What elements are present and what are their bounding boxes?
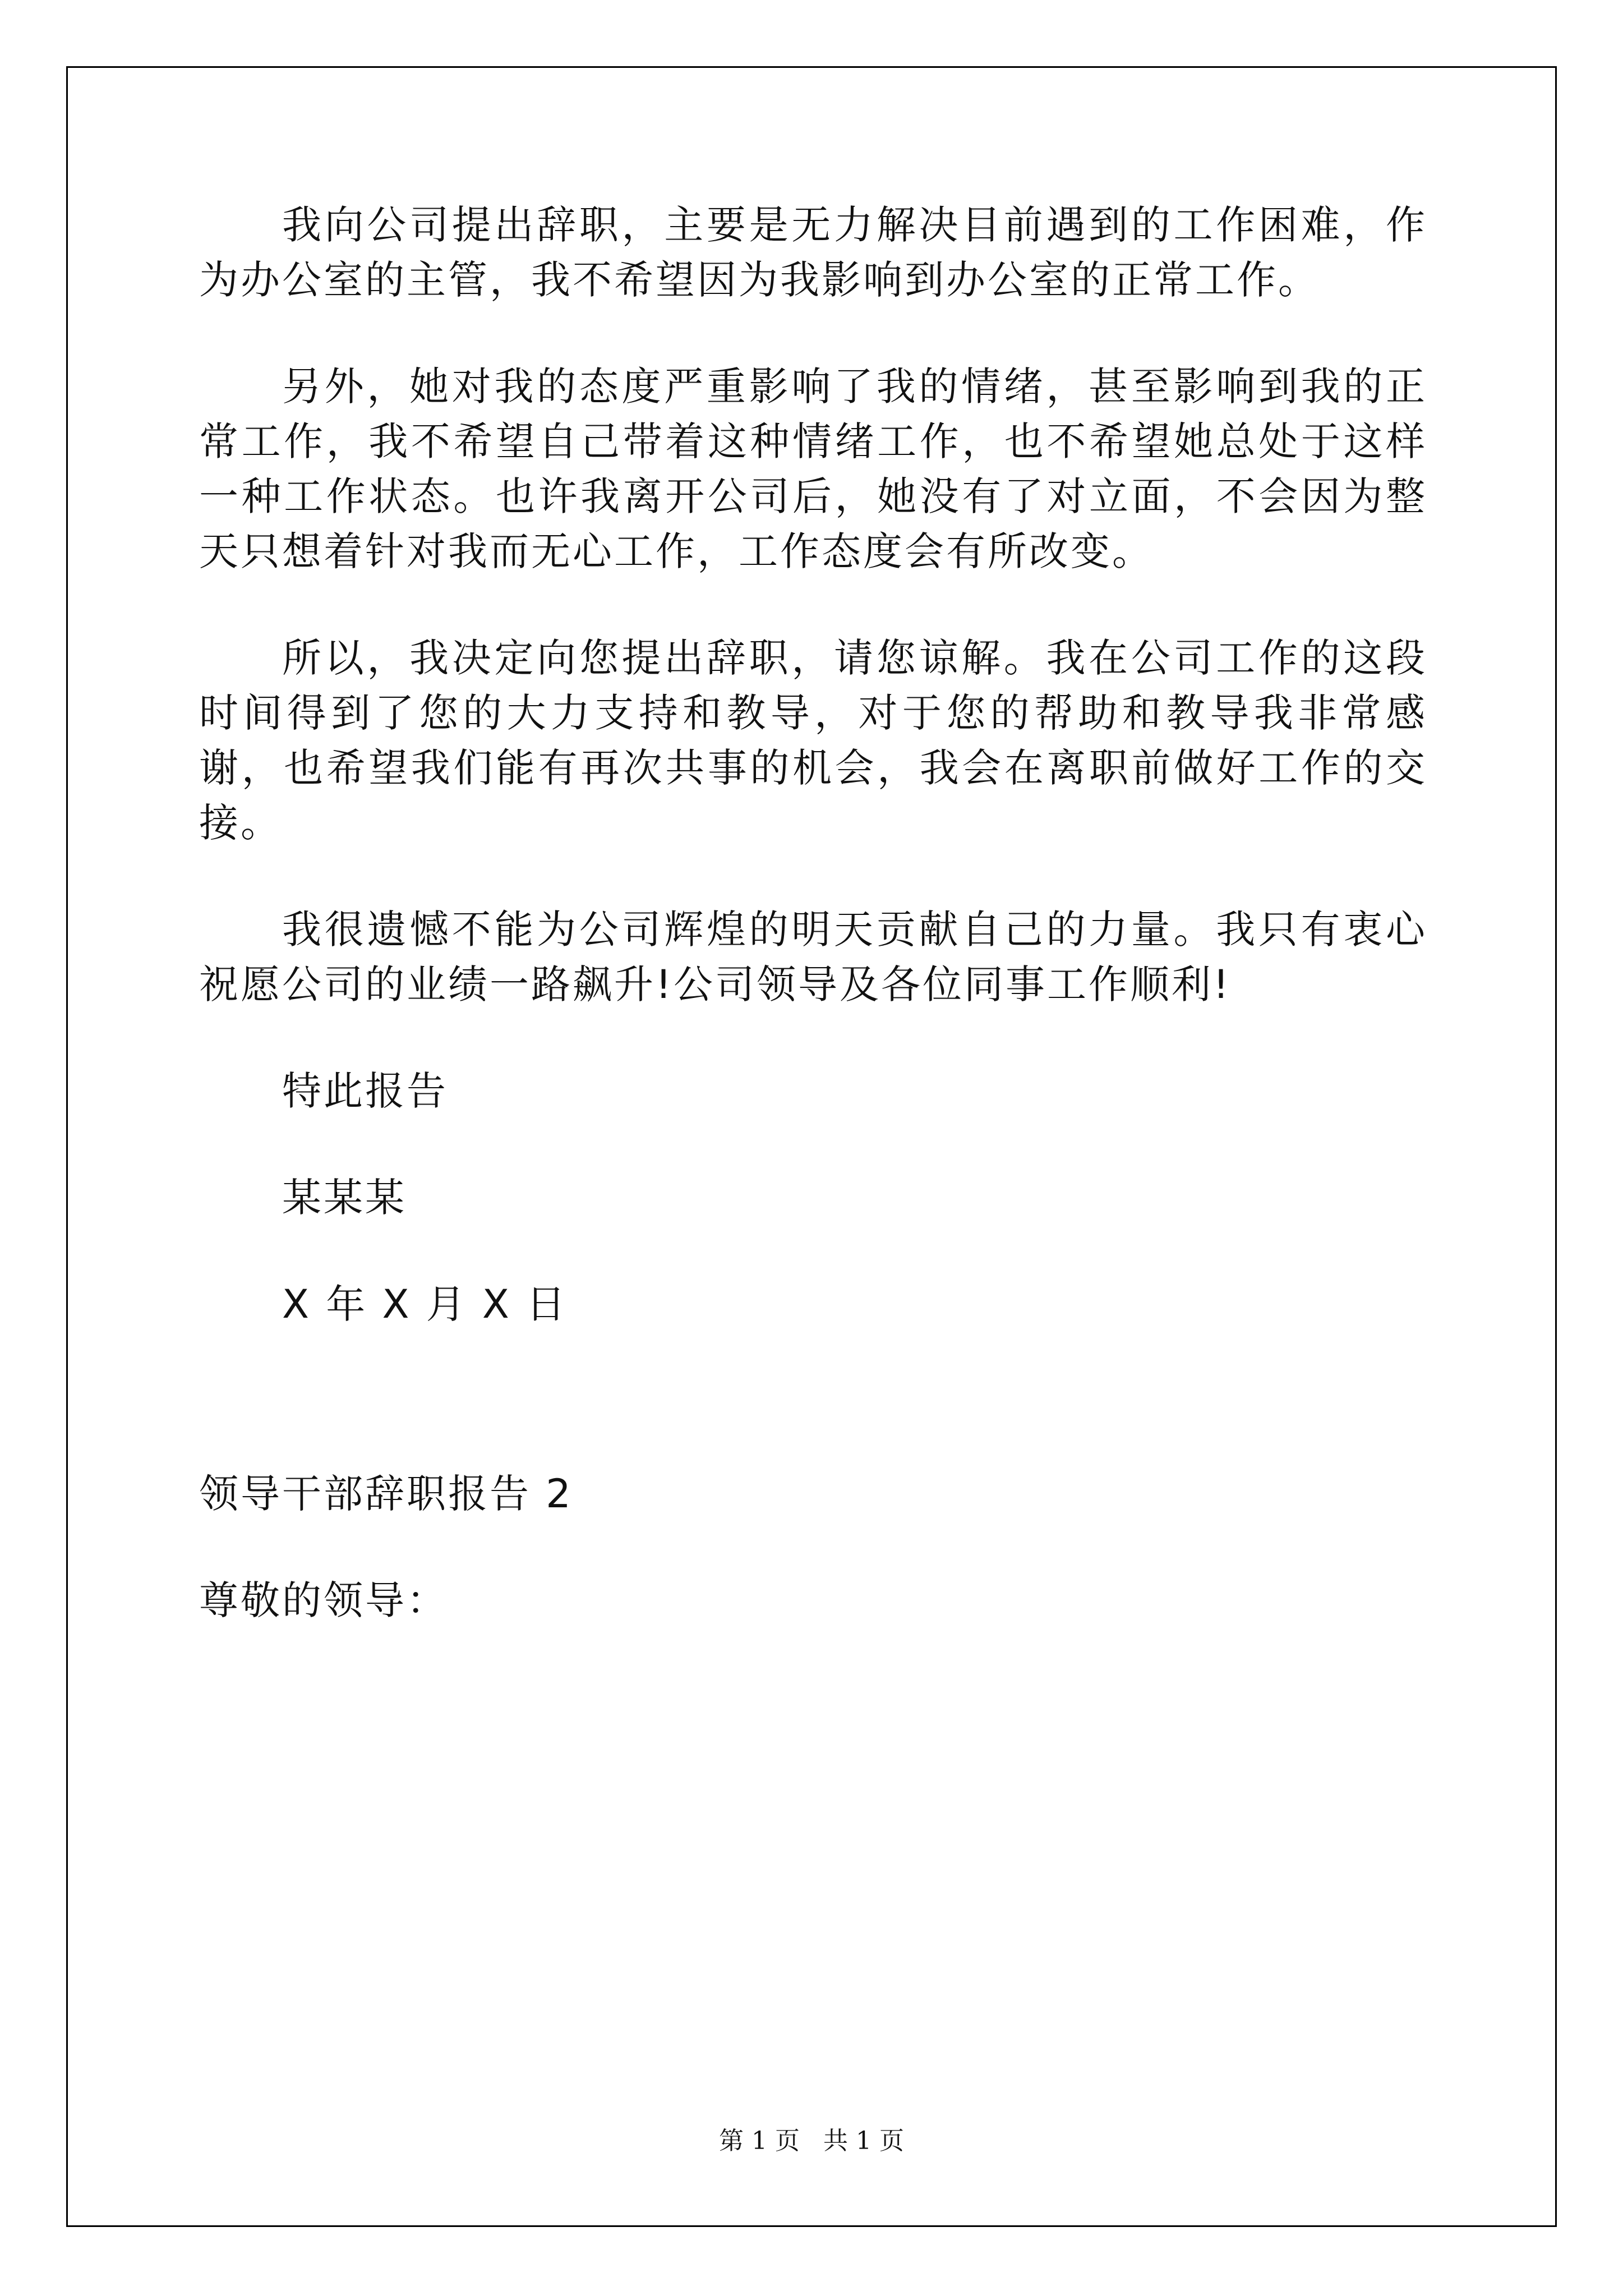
date-line: X 年 X 月 X 日 [282,1281,568,1327]
paragraph-1: 我向公司提出辞职，主要是无力解决目前遇到的工作困难，作为办公室的主管，我不希望因为我影响到办公室的正常工作。 [199,202,1427,303]
page-number-total: 共 1 页 [823,2127,904,2155]
paragraph-3: 所以，我决定向您提出辞职，请您谅解。我在公司工作的这段时间得到了您的大力支持和教导，对于您的帮助和教导我非常感谢，也希望我们能有再次共事的机会，我会在离职前做好工作的交接。 [199,635,1427,846]
signature: 某某某 [282,1175,407,1221]
page-number-current: 第 1 页 [719,2127,800,2155]
section-title: 领导干部辞职报告 2 [199,1471,573,1517]
page-footer [0,2120,1623,2156]
report-closing-line: 特此报告 [282,1068,448,1114]
salutation: 尊敬的领导： [199,1577,448,1623]
paragraph-4: 我很遗憾不能为公司辉煌的明天贡献自己的力量。我只有衷心祝愿公司的业绩一路飙升!公司领导及各位同事工作顺利! [199,907,1427,1007]
document-body [199,197,1427,1628]
paragraph-2: 另外，她对我的态度严重影响了我的情绪，甚至影响到我的正常工作，我不希望自己带着这种情绪工作，也不希望她总处于这样一种工作状态。也许我离开公司后，她没有了对立面，不会因为整天只想着针对我而无心工作，工作态度会有所改变。 [199,364,1427,574]
